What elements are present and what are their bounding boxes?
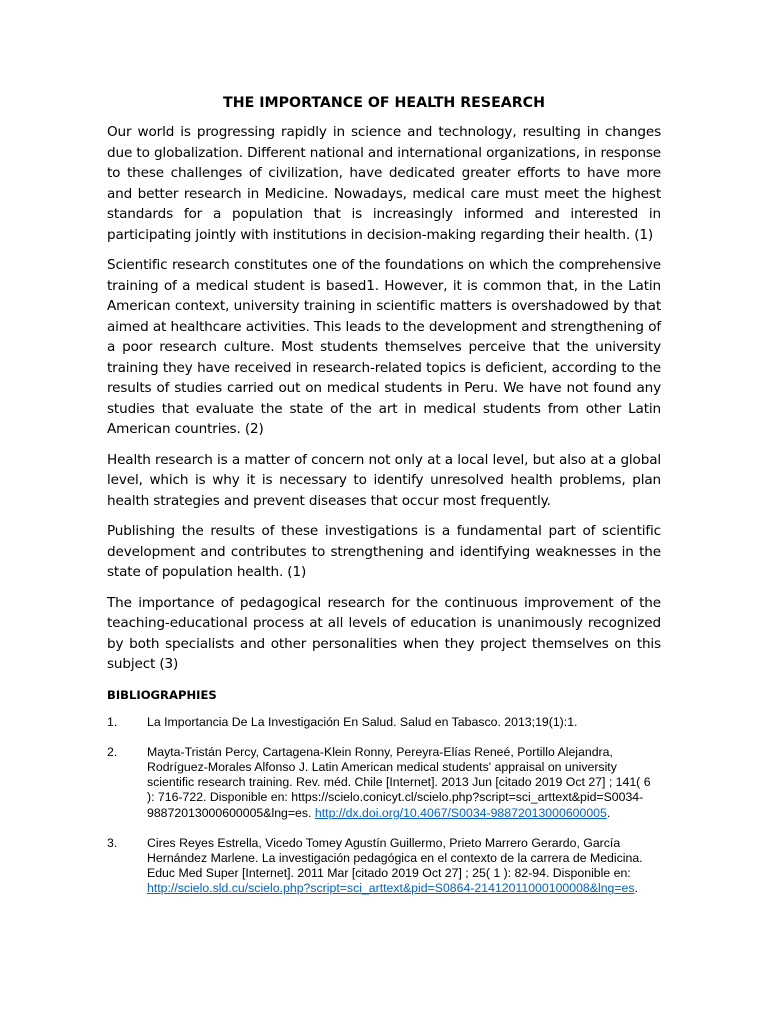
bibliography-number: 1. [107,714,118,729]
bibliography-heading: BIBLIOGRAPHIES [107,687,217,702]
citation-text: La Importancia De La Investigación En Salud. Salud en Tabasco. 2013;19(1):1. [147,714,578,729]
bibliography-number: 3. [107,835,118,850]
citation-suffix: . [634,881,638,896]
scielo-link[interactable]: http://scielo.sld.cu/scielo.php?script=sci_arttext&pid=S0864-21412011000100008&lng=es [147,881,635,896]
paragraph: Our world is progressing rapidly in science and technology, resulting in changes due to globalization. Different national and international organizations, in response to these challenges of civilization, have dedicated greater efforts to have more and better research in Medicine. Nowadays, medical care must meet the highest standards for a population that is increasingly informed and interested in participating jointly with institutions in decision-making regarding their health. (1) [107,124,661,243]
citation-text: Mayta-Tristán Percy, Cartagena-Klein Ronny, Pereyra-Elías Reneé, Portillo Alejandra, Rodríguez-Morales Alfonso J. Latin American medical students' appraisal on university scientific research training. Rev. méd. Chile [Internet]. 2013 Jun [citado 2019 Oct 27] ; 141( 6 ): 716-722. Disponible en: https://scielo.conicyt.cl/scielo.php?script=sci_arttext&pid=S0034-98872013000600005&lng=es. [147,744,651,820]
citation-text: Cires Reyes Estrella, Vicedo Tomey Agustín Guillermo, Prieto Marrero Gerardo, García Hernández Marlene. La investigación pedagógica en el contexto de la carrera de Medicina. Educ Med Super [Internet]. 2011 Mar [citado 2019 Oct 27] ; 25( 1 ): 82-94. Disponible en: [147,835,643,881]
paragraph: Health research is a matter of concern not only at a local level, but also at a global level, which is why it is necessary to identify unresolved health problems, plan health strategies and prevent diseases that occur most frequently. [107,451,661,509]
doi-link[interactable]: http://dx.doi.org/10.4067/S0034-98872013000600005 [314,805,607,820]
bibliography-item [107,745,661,821]
paragraph: Publishing the results of these investigations is a fundamental part of scientific development and contributes to strengthening and identifying weaknesses in the state of population health. (1) [107,523,661,580]
paragraph: The importance of pedagogical research for the continuous improvement of the teaching-educational process at all levels of education is unanimously recognized by both specialists and other personalities when they project themselves on this subject (3) [107,594,661,672]
bibliography-number: 2. [107,744,118,759]
bibliography-item [107,836,661,897]
paragraph: Scientific research constitutes one of the foundations on which the comprehensive training of a medical student is based1. However, it is common that, in the Latin American context, university training in scientific matters is overshadowed by that aimed at healthcare activities. This leads to the development and strengthening of a poor research culture. Most students themselves perceive that the university training they have received in research-related topics is deficient, according to the results of studies carried out on medical students in Peru. We have not found any studies that evaluate the state of the art in medical students from other Latin American countries. (2) [107,257,661,437]
bibliography-text [147,745,661,821]
bibliography-text [147,715,661,730]
document-title: THE IMPORTANCE OF HEALTH RESEARCH [223,95,545,111]
citation-suffix: . [606,805,611,820]
bibliography-item [107,715,661,730]
bibliography-list [107,715,661,897]
bibliography-text [147,836,661,897]
document-body [107,94,661,912]
